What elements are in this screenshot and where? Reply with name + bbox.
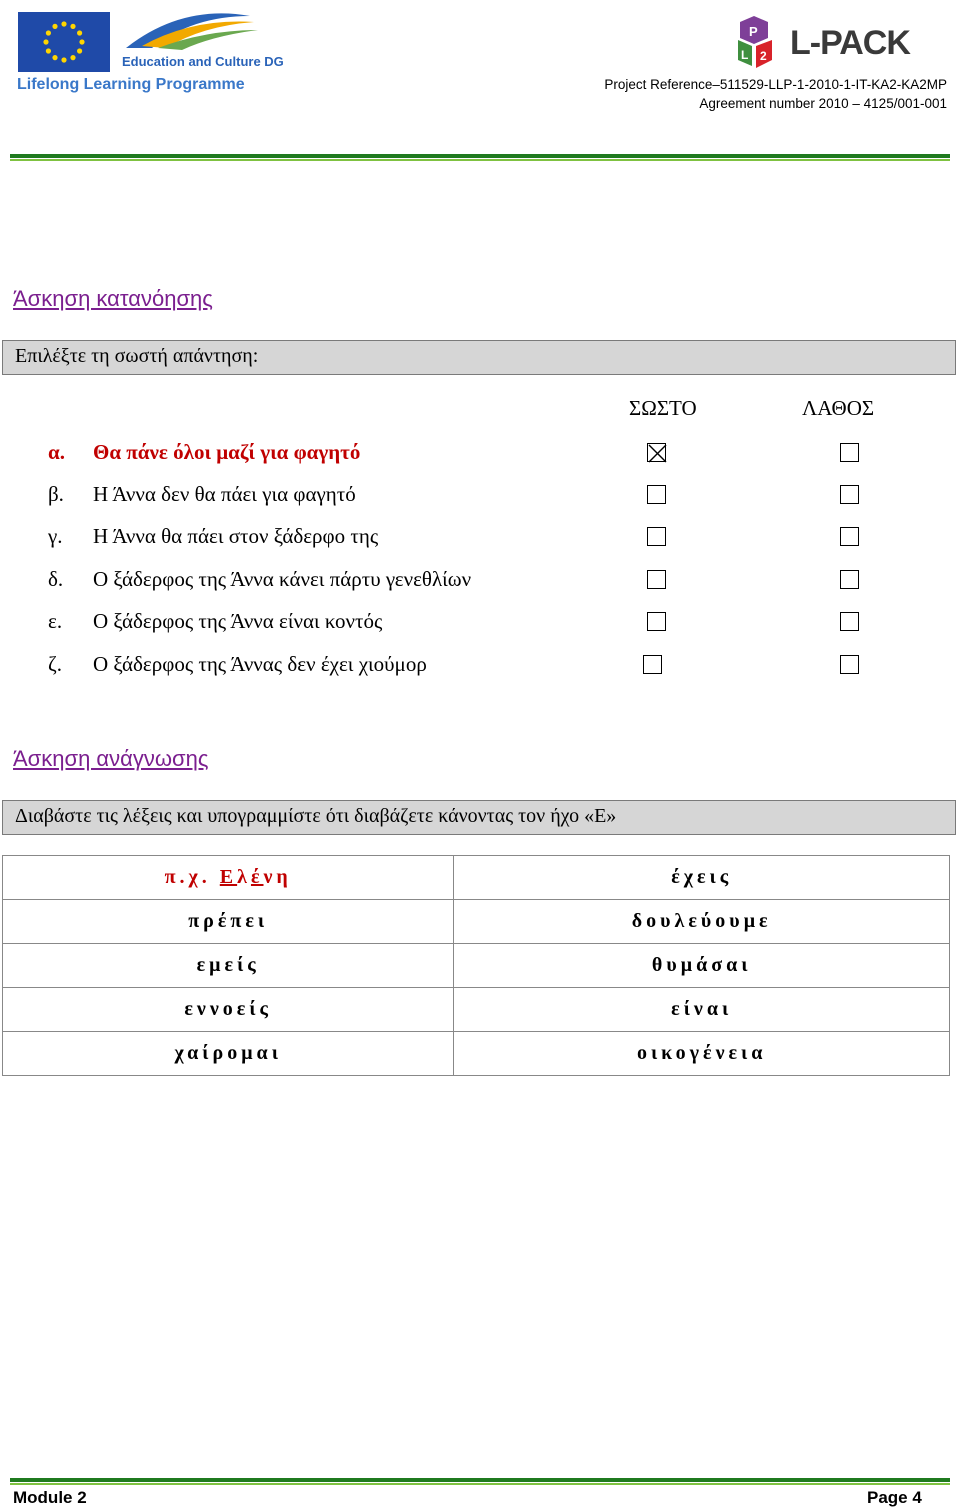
question-letter: δ. bbox=[48, 567, 64, 591]
true-checkbox-checked[interactable] bbox=[647, 443, 666, 462]
comprehension-instruction: Επιλέξτε τη σωστή απάντηση: bbox=[15, 345, 259, 367]
true-checkbox[interactable] bbox=[647, 612, 666, 631]
question-row bbox=[0, 609, 960, 645]
table-row bbox=[3, 988, 950, 1032]
false-checkbox[interactable] bbox=[840, 612, 859, 631]
header-rule bbox=[10, 154, 950, 158]
word-cell: εννοείς bbox=[3, 988, 454, 1032]
question-text: Θα πάνε όλοι μαζί για φαγητό bbox=[93, 440, 361, 464]
false-checkbox[interactable] bbox=[840, 655, 859, 674]
project-reference: Project Reference–511529-LLP-1-2010-1-IT-KA2-KA2MP bbox=[604, 77, 947, 92]
svg-text:L: L bbox=[741, 48, 749, 62]
question-letter: ε. bbox=[48, 609, 63, 633]
lpack-logo bbox=[734, 14, 944, 74]
word-cell: πρέπει bbox=[3, 900, 454, 944]
example-part: λ bbox=[237, 866, 251, 888]
question-row bbox=[0, 482, 960, 518]
true-checkbox[interactable] bbox=[647, 527, 666, 546]
eu-dg-text: Education and Culture DG bbox=[122, 54, 284, 69]
footer-rule bbox=[10, 1478, 950, 1482]
column-header-true: ΣΩΣΤΟ bbox=[629, 396, 697, 420]
reading-instruction: Διαβάστε τις λέξεις και υπογραμμίστε ότι διαβάζετε κάνοντας τον ήχο «Ε» bbox=[15, 805, 617, 827]
table-row bbox=[3, 1032, 950, 1076]
true-checkbox[interactable] bbox=[647, 570, 666, 589]
question-text: Ο ξάδερφος της Άννας δεν έχει χιούμορ bbox=[93, 652, 427, 676]
example-word-cell bbox=[3, 856, 454, 900]
reading-heading: Άσκηση ανάγνωσης bbox=[13, 746, 209, 771]
agreement-number: Agreement number 2010 – 4125/001-001 bbox=[699, 96, 947, 111]
question-row bbox=[0, 524, 960, 560]
comprehension-heading: Άσκηση κατανόησης bbox=[13, 286, 213, 311]
question-text: Ο ξάδερφος της Άννα κάνει πάρτυ γενεθλίων bbox=[93, 567, 472, 591]
true-checkbox[interactable] bbox=[647, 485, 666, 504]
word-cell: έχεις bbox=[454, 856, 950, 900]
word-cell: εμείς bbox=[3, 944, 454, 988]
example-underlined: έ bbox=[250, 866, 264, 888]
question-text: Η Άννα δεν θα πάει για φαγητό bbox=[93, 482, 356, 506]
table-row bbox=[3, 944, 950, 988]
table-row bbox=[3, 900, 950, 944]
eu-lifelong-learning-logo bbox=[14, 8, 284, 100]
svg-text:P: P bbox=[749, 24, 758, 39]
false-checkbox[interactable] bbox=[840, 485, 859, 504]
question-text: Η Άννα θα πάει στον ξάδερφο της bbox=[93, 524, 379, 548]
svg-text:2: 2 bbox=[760, 49, 767, 63]
false-checkbox[interactable] bbox=[840, 527, 859, 546]
reading-instruction-bar bbox=[2, 800, 956, 835]
lpack-logo-text: L-PACK bbox=[790, 24, 910, 62]
question-letter: α. bbox=[48, 440, 65, 464]
question-letter: ζ. bbox=[48, 652, 62, 676]
question-text: Ο ξάδερφος της Άννα είναι κοντός bbox=[93, 609, 383, 633]
word-cell: θυμάσαι bbox=[454, 944, 950, 988]
column-header-false: ΛΑΘΟΣ bbox=[802, 396, 875, 420]
footer-module: Module 2 bbox=[13, 1488, 87, 1507]
false-checkbox[interactable] bbox=[840, 570, 859, 589]
eu-program-text: Lifelong Learning Programme bbox=[17, 76, 245, 93]
example-part: νη bbox=[263, 866, 292, 888]
false-checkbox[interactable] bbox=[840, 443, 859, 462]
x-mark-icon bbox=[648, 444, 667, 463]
example-prefix: π.χ. bbox=[164, 866, 211, 888]
question-letter: β. bbox=[48, 482, 64, 506]
footer-page-number: Page 4 bbox=[867, 1488, 922, 1507]
swoosh-icon bbox=[122, 8, 262, 54]
true-checkbox[interactable] bbox=[643, 655, 662, 674]
eu-flag-icon bbox=[18, 12, 110, 72]
table-row bbox=[3, 856, 950, 900]
comprehension-instruction-bar bbox=[2, 340, 956, 375]
example-underlined: Ε bbox=[219, 866, 238, 888]
word-cell: οικογένεια bbox=[454, 1032, 950, 1076]
word-cell: χαίρομαι bbox=[3, 1032, 454, 1076]
header-rule-light bbox=[10, 159, 950, 161]
question-letter: γ. bbox=[48, 524, 63, 548]
word-cell: δουλεύουμε bbox=[454, 900, 950, 944]
word-table bbox=[2, 855, 950, 1076]
lpack-cube-icon bbox=[734, 14, 792, 74]
question-row bbox=[0, 440, 960, 476]
question-row bbox=[0, 652, 960, 688]
word-cell: είναι bbox=[454, 988, 950, 1032]
question-row bbox=[0, 567, 960, 603]
footer-rule-light bbox=[10, 1483, 950, 1485]
